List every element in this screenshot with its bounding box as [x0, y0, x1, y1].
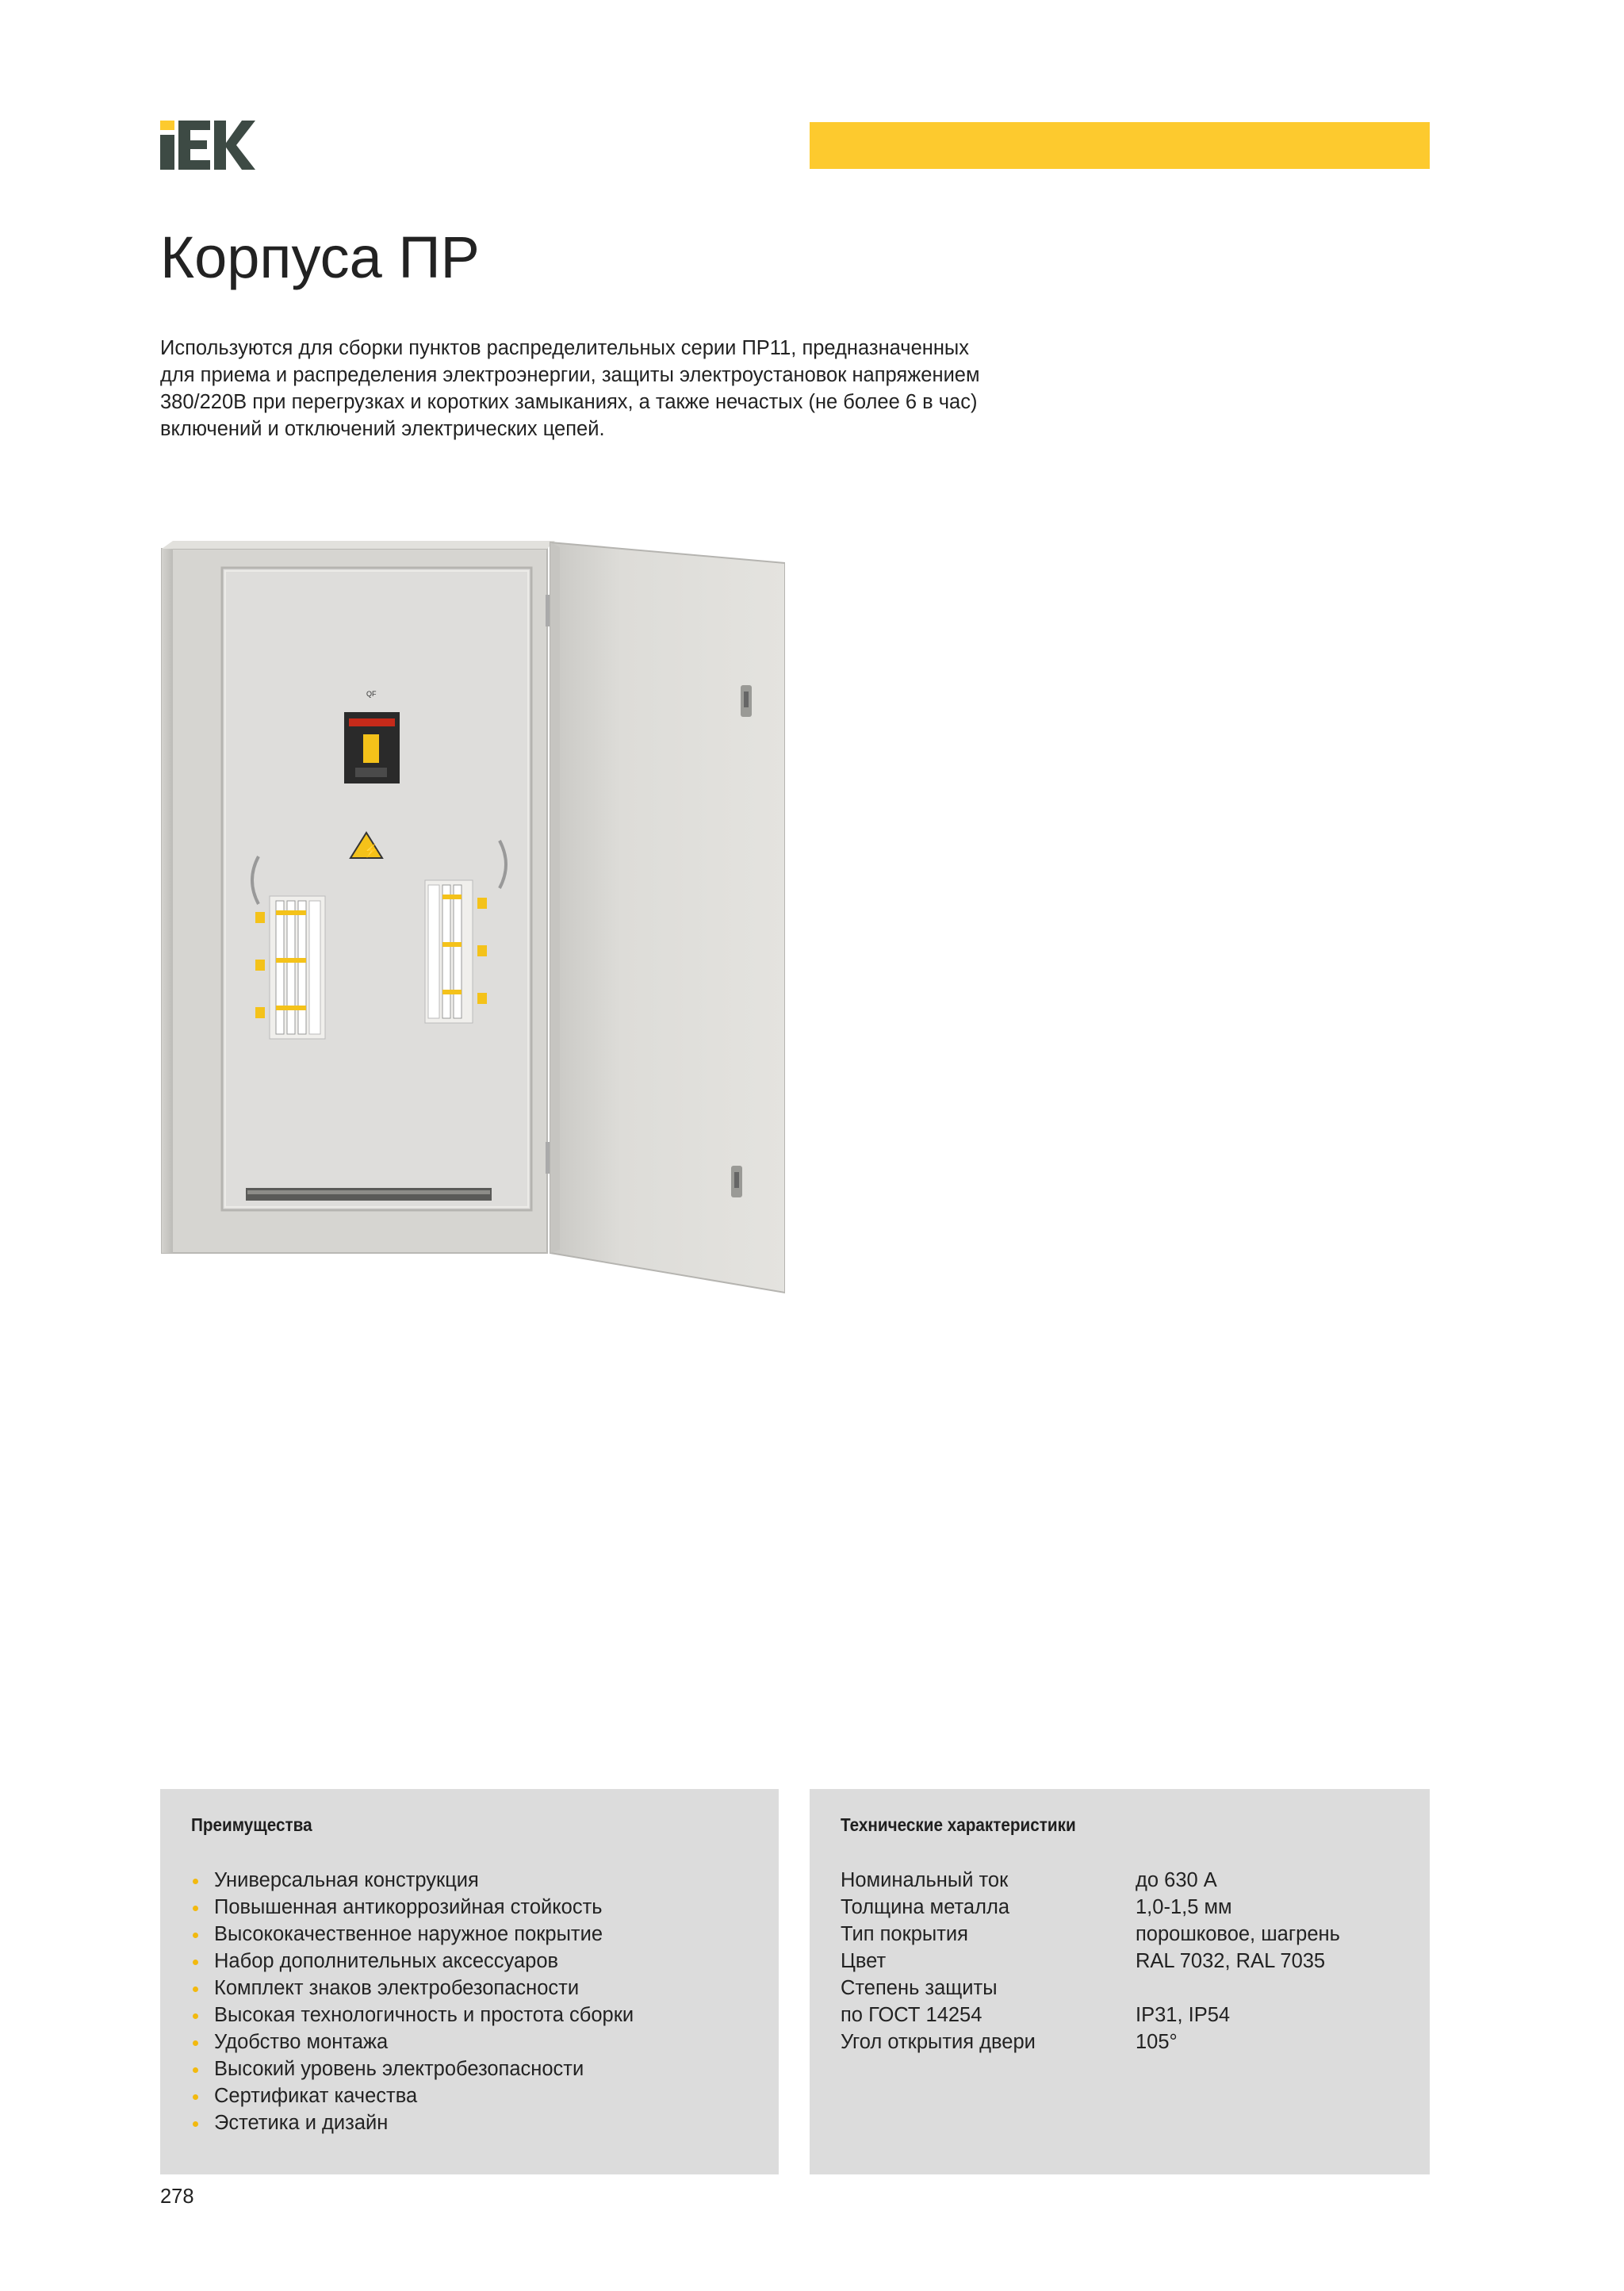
spec-value: IP31, IP54 — [1136, 2004, 1231, 2026]
bullet-icon — [193, 2121, 198, 2127]
intro-line: Используются для сборки пунктов распределительных серии ПР11, предназначенных — [160, 337, 970, 359]
list-item: Высококачественное наружное покрытие — [191, 1921, 634, 1948]
table-row — [841, 1975, 1340, 2002]
table-row — [841, 1867, 1340, 1894]
spec-key: Степень защиты — [841, 1977, 998, 1999]
spec-key: Толщина металла — [841, 1896, 1010, 1918]
spec-key: Номинальный ток — [841, 1869, 1009, 1891]
spec-value: RAL 7032, RAL 7035 — [1136, 1950, 1326, 1972]
advantages-heading: Преимущества — [191, 1814, 312, 1835]
table-row — [841, 1921, 1340, 1948]
specs-table — [841, 1867, 1340, 2055]
bullet-icon — [193, 1906, 198, 1911]
specs-panel — [810, 1789, 1430, 2174]
spec-key: по ГОСТ 14254 — [841, 2004, 982, 2026]
logo-i-dot — [160, 121, 174, 130]
header-accent-bar — [810, 122, 1430, 169]
bullet-icon — [193, 2013, 198, 2019]
list-item: Эстетика и дизайн — [191, 2109, 634, 2136]
electrical-cabinet-image — [159, 539, 785, 1301]
bullet-icon — [193, 1960, 198, 1965]
page-number: 278 — [160, 2186, 194, 2208]
advantages-list — [191, 1867, 634, 2136]
list-item: Высокая технологичность и простота сборки — [191, 2002, 634, 2029]
table-row — [841, 2002, 1340, 2029]
logo-i-stem — [160, 135, 174, 170]
spec-key: Угол открытия двери — [841, 2031, 1036, 2053]
table-row — [841, 2029, 1340, 2055]
table-row — [841, 1948, 1340, 1975]
bullet-icon — [193, 1933, 198, 1938]
table-row — [841, 1894, 1340, 1921]
list-item: Высокий уровень электробезопасности — [191, 2055, 634, 2082]
bullet-icon — [193, 2094, 198, 2100]
spec-value: до 630 А — [1136, 1869, 1217, 1891]
list-item: Комплект знаков электробезопасности — [191, 1975, 634, 2002]
specs-heading: Технические характеристики — [841, 1814, 1076, 1835]
page-title: Корпуса ПР — [160, 224, 480, 290]
list-item: Повышенная антикоррозийная стойкость — [191, 1894, 634, 1921]
spec-key: Цвет — [841, 1950, 887, 1972]
bullet-icon — [193, 1986, 198, 1992]
intro-paragraph — [160, 335, 1080, 442]
spec-key: Тип покрытия — [841, 1923, 968, 1945]
svg-text:QF: QF — [366, 690, 377, 698]
intro-line: включений и отключений электрических цепей. — [160, 418, 605, 440]
list-item: Универсальная конструкция — [191, 1867, 634, 1894]
intro-line: 380/220В при перегрузках и коротких замыканиях, а также нечастых (не более 6 в час) — [160, 391, 978, 413]
spec-value: 1,0-1,5 мм — [1136, 1896, 1232, 1918]
list-item: Сертификат качества — [191, 2082, 634, 2109]
bullet-icon — [193, 2067, 198, 2073]
bullet-icon — [193, 1879, 198, 1884]
spec-value: порошковое, шагрень — [1136, 1923, 1340, 1945]
list-item: Удобство монтажа — [191, 2029, 634, 2055]
list-item: Набор дополнительных аксессуаров — [191, 1948, 634, 1975]
bullet-icon — [193, 2040, 198, 2046]
spec-value — [1136, 1975, 1340, 2002]
intro-line: для приема и распределения электроэнергии, защиты электроустановок напряжением — [160, 364, 980, 386]
svg-text:⚡: ⚡ — [363, 845, 379, 858]
spec-value: 105° — [1136, 2031, 1178, 2053]
advantages-panel — [160, 1789, 779, 2174]
iek-logo — [160, 121, 255, 170]
